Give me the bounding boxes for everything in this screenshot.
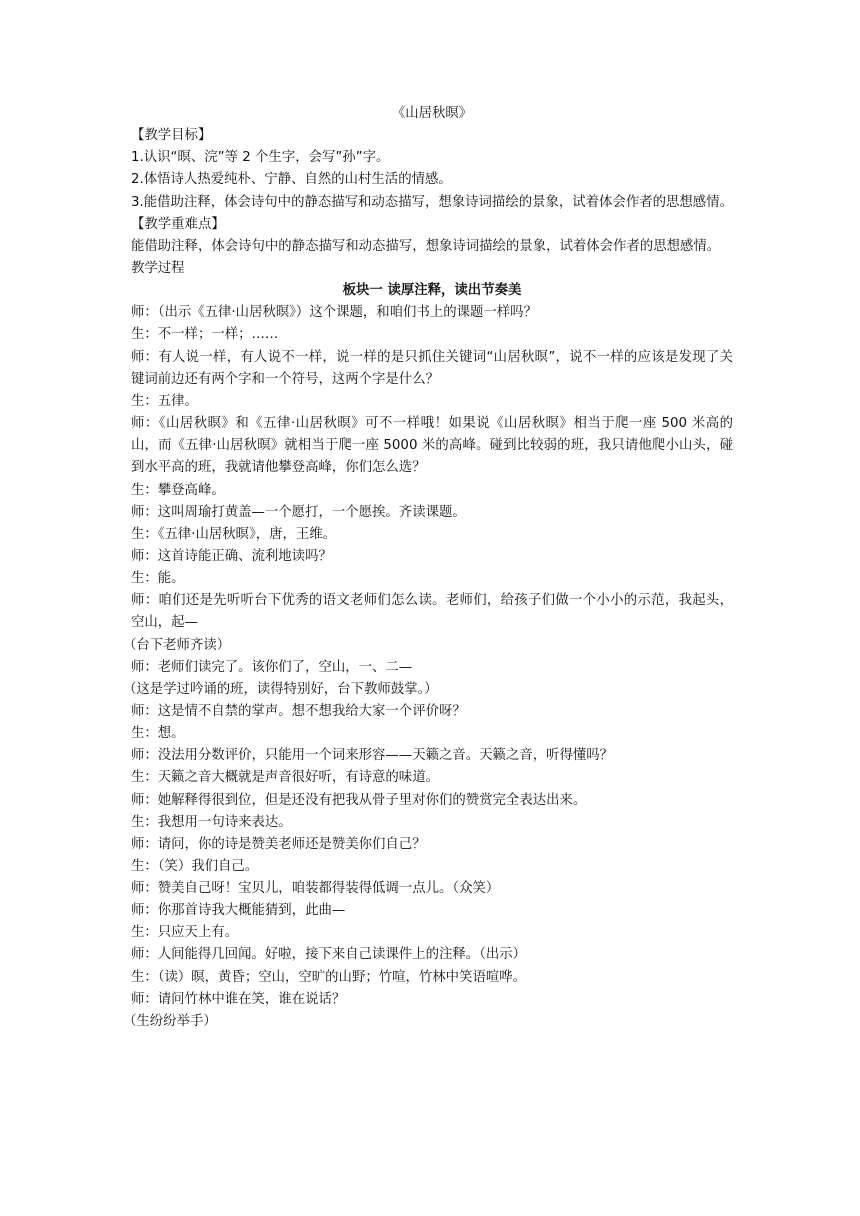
dialogue-line: 生：天籁之音大概就是声音很好听，有诗意的味道。 [131, 770, 439, 786]
section-title: 板块一 读厚注释，读出节奏美 [342, 283, 522, 299]
dialogue-line: （这是学过吟诵的班，读得特别好，台下教师鼓掌。） [123, 681, 438, 697]
dialogue-line: 师：她解释得很到位，但是还没有把我从骨子里对你们的赞赏完全表达出来。 [131, 792, 587, 808]
dialogue-line: 生：《五律·山居秋暝》，唐，王维。 [131, 526, 337, 542]
dialogue-line: 师：这首诗能正确、流利地读吗？ [131, 548, 332, 564]
dialogue-line: 师：没法用分数评价，只能用一个词来形容——天籁之音。天籁之音，听得懂吗？ [131, 748, 614, 764]
dialogue-line: 师：这是情不自禁的掌声。想不想我给大家一个评价呀？ [131, 703, 466, 719]
process-heading: 教学过程 [131, 261, 185, 277]
goal-item: 2.体悟诗人热爱纯朴、宁静、自然的山村生活的情感。 [131, 172, 452, 188]
dialogue-line: 师：请问，你的诗是赞美老师还是赞美你们自己？ [131, 836, 426, 852]
dialogue-line: 师：人间能得几回闻。好啦，接下来自己读课件上的注释。（出示） [131, 947, 527, 963]
dialogue-line: 生：攀登高峰。 [131, 482, 225, 498]
dialogue-line: （台下老师齐读） [123, 637, 231, 653]
dialogue-line: 师：请问竹林中谁在笑，谁在说话？ [131, 991, 346, 1007]
dialogue-line: 生：五律。 [131, 393, 198, 409]
dialogue-line: 师：有人说一样，有人说不一样，说一样的是只抓住关键词“山居秋暝”，说不一样的应该是发现了关键词前边还有两个字和一个符号，这两个字是什么？ [131, 349, 733, 387]
dialogue-line: 师：这叫周瑜打黄盖—一个愿打，一个愿挨。齐读课题。 [131, 504, 466, 520]
dialogue-line: 生：想。 [131, 726, 185, 742]
dialogue-line: 师：老师们读完了。该你们了，空山，一、二— [131, 659, 413, 675]
goals-heading: 【教学目标】 [131, 128, 212, 144]
dialogue-line: 师：赞美自己呀！宝贝儿，咱装都得装得低调一点儿。（众笑） [131, 881, 500, 897]
dialogue-line: 生：只应天上有。 [131, 925, 239, 941]
keypoints-text: 能借助注释，体会诗句中的静态描写和动态描写，想象诗词描绘的景象，试着体会作者的思想感情。 [131, 238, 721, 254]
dialogue-line: 生：不一样；一样；…… [131, 327, 279, 343]
keypoints-heading: 【教学重难点】 [131, 216, 225, 232]
dialogue-line: 生：（笑）我们自己。 [131, 858, 259, 874]
goal-item: 3.能借助注释，体会诗句中的静态描写和动态描写，想象诗词描绘的景象，试着体会作者的思想感情。 [131, 194, 733, 210]
dialogue-line: 师：你那首诗我大概能猜到，此曲— [131, 903, 346, 919]
dialogue-line: 生：（读）暝，黄昏；空山，空旷的山野；竹喧，竹林中笑语喧哗。 [131, 969, 527, 985]
goal-item: 1.认识“暝、浣”等 2 个生字，会写”孙”字。 [131, 150, 390, 166]
dialogue-line: 生：能。 [131, 571, 185, 587]
dialogue-line: 生：我想用一句诗来表达。 [131, 814, 292, 830]
dialogue-line: （生纷纷举手） [123, 1013, 217, 1029]
document-title: 《山居秋暝》 [391, 106, 473, 121]
dialogue-line: 师：（出示《五律·山居秋暝》）这个课题，和咱们书上的课题一样吗？ [131, 305, 537, 321]
document-page [123, 103, 733, 1033]
dialogue-line: 师：《山居秋暝》和《五律·山居秋暝》可不一样哦！如果说《山居秋暝》相当于爬一座 500 米高的山，而《五律·山居秋暝》就相当于爬一座 5000 米的高峰。碰到比较弱的班，我只请他爬小山头，碰到水平高的班，我就请他攀登高峰，你们怎么选？ [131, 416, 733, 476]
dialogue-line: 师：咱们还是先听听台下优秀的语文老师们怎么读。老师们，给孩子们做一个小小的示范，我起头，空山，起— [131, 593, 733, 631]
